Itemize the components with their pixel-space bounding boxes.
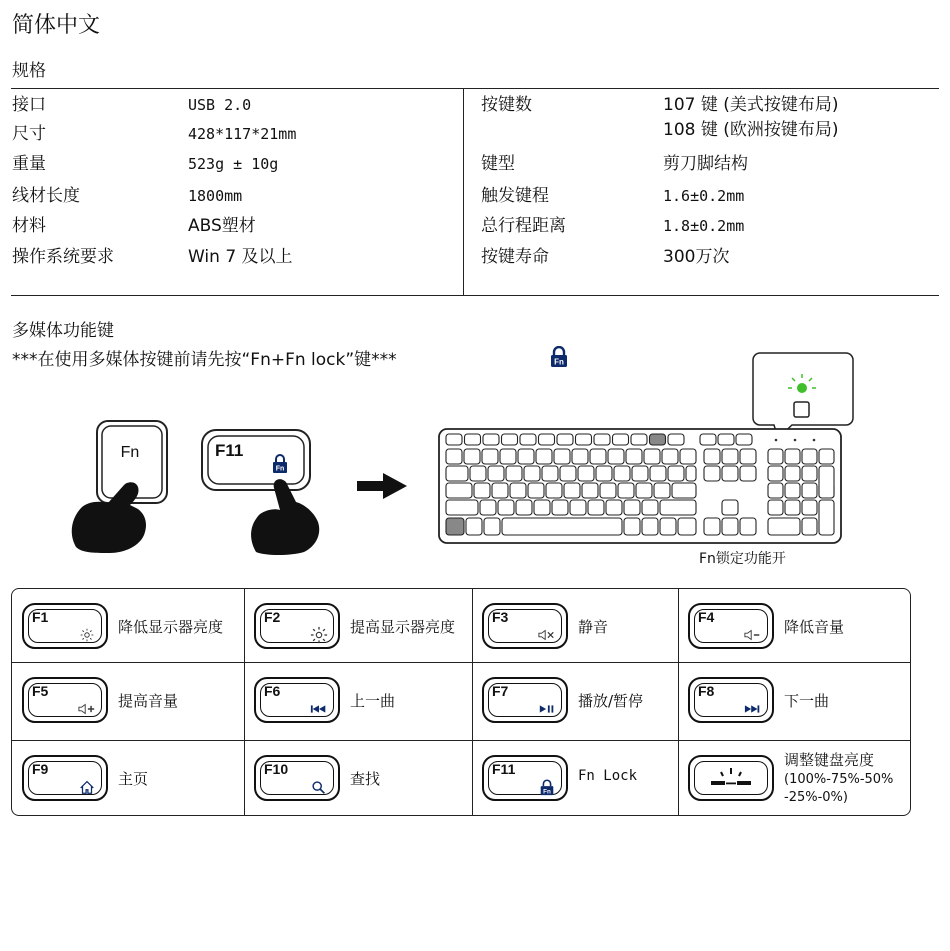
function-key-name: F8 — [698, 683, 715, 699]
keyboard-key — [624, 518, 640, 535]
keyboard-key — [534, 500, 550, 515]
keyboard-key — [636, 483, 652, 498]
keyboard-key — [618, 483, 634, 498]
function-key-name: F10 — [264, 761, 289, 777]
keyboard-key — [516, 500, 532, 515]
function-key-name: F11 — [492, 761, 516, 777]
spec-table-bottom-rule — [11, 295, 939, 296]
keyboard-key — [500, 449, 516, 464]
function-key-description: 主页 — [118, 770, 149, 788]
keyboard-key — [492, 483, 508, 498]
function-key-name: F7 — [492, 683, 509, 699]
spec-label: 触发键程 — [481, 186, 549, 206]
function-key — [688, 677, 774, 723]
function-key-name: F9 — [32, 761, 49, 777]
keyboard-key — [740, 518, 756, 535]
keyboard-key — [542, 466, 558, 481]
keyboard-key — [608, 449, 624, 464]
function-key-description: Fn Lock — [578, 768, 638, 784]
spec-label: 线材长度 — [12, 186, 80, 206]
keyboard-key — [590, 449, 606, 464]
keyboard-key — [632, 466, 648, 481]
keyboard-key — [718, 434, 734, 445]
next-track-icon — [742, 700, 764, 718]
keyboard-key — [570, 500, 586, 515]
keyboard-key — [680, 449, 696, 464]
keyboard-key — [704, 466, 720, 481]
spec-value: 1800mm — [188, 187, 243, 205]
specs-heading: 规格 — [12, 61, 46, 81]
function-key-description: 静音 — [578, 618, 609, 636]
keyboard-key — [582, 483, 598, 498]
keyboard-key — [650, 434, 666, 445]
keyboard-key — [642, 518, 658, 535]
function-key — [22, 603, 108, 649]
keyboard-key — [768, 466, 783, 481]
volume-up-icon — [76, 700, 98, 718]
function-key — [22, 677, 108, 723]
arrow-right-icon — [357, 473, 407, 499]
keyboard-key — [470, 466, 486, 481]
spec-value: USB 2.0 — [188, 96, 252, 114]
keyboard-key — [560, 466, 576, 481]
function-key-table — [11, 588, 911, 816]
keyboard-key — [626, 449, 642, 464]
table-column-divider — [678, 589, 679, 815]
keyboard-key — [483, 434, 499, 445]
spec-label: 尺寸 — [12, 124, 46, 144]
keyboard-key — [484, 518, 500, 535]
keyboard-key — [552, 500, 568, 515]
keyboard-key — [678, 518, 696, 535]
keyboard-illustration — [438, 428, 842, 544]
function-key-name: F2 — [264, 609, 281, 625]
previous-track-icon — [308, 700, 330, 718]
spec-value: 1.8±0.2mm — [663, 217, 745, 235]
fn-key-press-illustration — [66, 415, 176, 555]
keyboard-key — [498, 500, 514, 515]
keyboard-key — [768, 518, 800, 535]
multimedia-heading: 多媒体功能键 — [12, 321, 114, 341]
function-key-name: F6 — [264, 683, 281, 699]
spec-table-top-rule — [11, 88, 939, 89]
keyboard-key — [722, 466, 738, 481]
keyboard-key — [768, 500, 783, 515]
keyboard-key — [819, 449, 834, 464]
keyboard-key — [768, 449, 783, 464]
function-key — [482, 677, 568, 723]
keyboard-key — [785, 483, 800, 498]
keyboard-key — [474, 483, 490, 498]
keyboard-key — [722, 500, 738, 515]
keyboard-key — [642, 500, 658, 515]
keyboard-key — [700, 434, 716, 445]
keyboard-key — [446, 466, 468, 481]
fn-lock-icon — [549, 346, 569, 368]
keyboard-key — [768, 483, 783, 498]
keyboard-key — [672, 483, 696, 498]
brightness-up-icon — [308, 626, 330, 644]
fn-lock-caption: Fn锁定功能开 — [699, 551, 786, 567]
spec-value: 428*117*21mm — [188, 125, 297, 143]
keyboard-key — [502, 518, 622, 535]
function-key-description: 查找 — [350, 770, 381, 788]
spec-label: 按键数 — [481, 95, 532, 115]
table-row-divider — [12, 740, 910, 741]
spec-value: 108 键 (欧洲按键布局) — [663, 120, 839, 140]
keyboard-key — [465, 434, 481, 445]
backlight-icon — [701, 763, 761, 793]
keyboard-key — [446, 434, 462, 445]
keyboard-key — [572, 449, 588, 464]
keyboard-key — [785, 466, 800, 481]
svg-text:Fn: Fn — [275, 465, 285, 473]
function-key-description: 调整键盘亮度 — [784, 751, 875, 769]
keyboard-key — [704, 449, 720, 464]
search-icon — [308, 778, 330, 796]
table-row-divider — [12, 662, 910, 663]
keyboard-key — [644, 449, 660, 464]
function-key-description-detail: (100%-75%-50% — [784, 772, 894, 787]
keyboard-key — [446, 500, 478, 515]
keyboard-key — [631, 434, 647, 445]
keyboard-key — [524, 466, 540, 481]
keyboard-key — [624, 500, 640, 515]
spec-label: 键型 — [481, 154, 515, 174]
function-key-description: 提高显示器亮度 — [350, 618, 456, 636]
led-indicator-box — [794, 402, 809, 417]
keyboard-key — [704, 518, 720, 535]
function-key-description: 上一曲 — [350, 692, 396, 710]
keyboard-indicator-dot — [775, 439, 778, 442]
keyboard-key — [564, 483, 580, 498]
function-key — [482, 603, 568, 649]
function-key — [688, 603, 774, 649]
keyboard-key — [502, 434, 518, 445]
function-key-name: F1 — [32, 609, 49, 625]
keyboard-key — [802, 518, 817, 535]
keyboard-key — [802, 483, 817, 498]
spec-value: ABS塑材 — [188, 216, 256, 236]
keyboard-indicator-dot — [794, 439, 797, 442]
keyboard-key — [660, 518, 676, 535]
function-key-description: 降低显示器亮度 — [118, 618, 224, 636]
keyboard-key — [722, 518, 738, 535]
keyboard-key — [520, 434, 536, 445]
keyboard-key — [662, 449, 678, 464]
spec-label: 操作系统要求 — [12, 247, 114, 267]
spec-value: 300万次 — [663, 247, 730, 267]
function-key — [254, 603, 340, 649]
keyboard-key — [576, 434, 592, 445]
brightness-down-icon — [76, 626, 98, 644]
spec-label: 按键寿命 — [481, 247, 549, 267]
keyboard-key — [557, 434, 573, 445]
keyboard-key — [650, 466, 666, 481]
spec-value: 523g ± 10g — [188, 155, 279, 173]
keyboard-key — [506, 466, 522, 481]
function-key-description-detail: -25%-0%) — [784, 790, 848, 805]
keyboard-key — [736, 434, 752, 445]
spec-value: Win 7 及以上 — [188, 247, 293, 267]
volume-down-icon — [742, 626, 764, 644]
keyboard-key — [446, 518, 464, 535]
keyboard-key — [722, 449, 738, 464]
home-icon — [76, 778, 98, 796]
table-column-divider — [472, 589, 473, 815]
svg-text:Fn: Fn — [543, 788, 551, 796]
function-key — [254, 755, 340, 801]
spec-value: 剪刀脚结构 — [663, 154, 748, 174]
svg-text:Fn: Fn — [554, 357, 564, 367]
keyboard-key — [596, 466, 612, 481]
keyboard-key — [740, 449, 756, 464]
fn-lock-notice: ***在使用多媒体按键前请先按“Fn+Fn lock”键*** — [12, 350, 397, 370]
keyboard-key — [686, 466, 696, 481]
keyboard-key — [614, 466, 630, 481]
keyboard-key — [528, 483, 544, 498]
function-key — [254, 677, 340, 723]
function-key-description: 下一曲 — [784, 692, 830, 710]
spec-label: 材料 — [12, 216, 46, 236]
function-key-name: F4 — [698, 609, 715, 625]
play-pause-icon — [536, 700, 558, 718]
mute-icon — [536, 626, 558, 644]
keyboard-key — [606, 500, 622, 515]
keyboard-key — [668, 466, 684, 481]
keyboard-key — [802, 449, 817, 464]
function-key-name: F3 — [492, 609, 509, 625]
spec-label: 总行程距离 — [481, 216, 566, 236]
keyboard-key — [668, 434, 684, 445]
table-column-divider — [244, 589, 245, 815]
spec-label: 重量 — [12, 154, 46, 174]
keyboard-key — [466, 518, 482, 535]
function-key — [688, 755, 774, 801]
function-key-description: 提高音量 — [118, 692, 179, 710]
keyboard-key — [446, 449, 462, 464]
function-key-description: 降低音量 — [784, 618, 845, 636]
keyboard-key — [819, 466, 834, 498]
keyboard-key — [518, 449, 534, 464]
keyboard-indicator-dot — [813, 439, 816, 442]
keyboard-key — [578, 466, 594, 481]
keyboard-key — [446, 483, 472, 498]
keyboard-key — [480, 500, 496, 515]
spec-value: 107 键 (美式按键布局) — [663, 95, 839, 115]
page-title: 简体中文 — [12, 13, 101, 38]
keyboard-key — [482, 449, 498, 464]
keyboard-key — [546, 483, 562, 498]
keyboard-key — [785, 449, 800, 464]
keyboard-key — [594, 434, 610, 445]
function-key-description: 播放/暂停 — [578, 692, 644, 710]
keyboard-key — [660, 500, 696, 515]
function-key — [482, 755, 568, 801]
keyboard-key — [554, 449, 570, 464]
keyboard-key — [613, 434, 629, 445]
keyboard-key — [819, 500, 834, 535]
keyboard-key — [740, 466, 756, 481]
keyboard-key — [802, 466, 817, 481]
keyboard-key — [600, 483, 616, 498]
f11-key-label: F11 — [215, 441, 244, 460]
keyboard-key — [464, 449, 480, 464]
keyboard-key — [654, 483, 670, 498]
spec-value: 1.6±0.2mm — [663, 187, 745, 205]
spec-table-divider — [463, 88, 464, 295]
spec-label: 接口 — [12, 95, 46, 115]
keyboard-key — [510, 483, 526, 498]
keyboard-key — [802, 500, 817, 515]
keyboard-key — [536, 449, 552, 464]
keyboard-key — [785, 500, 800, 515]
fn-key-label: Fn — [120, 444, 140, 461]
fn-lock-icon — [536, 778, 558, 796]
keyboard-key — [488, 466, 504, 481]
keyboard-key — [588, 500, 604, 515]
keyboard-key — [539, 434, 555, 445]
function-key — [22, 755, 108, 801]
function-key-name: F5 — [32, 683, 49, 699]
